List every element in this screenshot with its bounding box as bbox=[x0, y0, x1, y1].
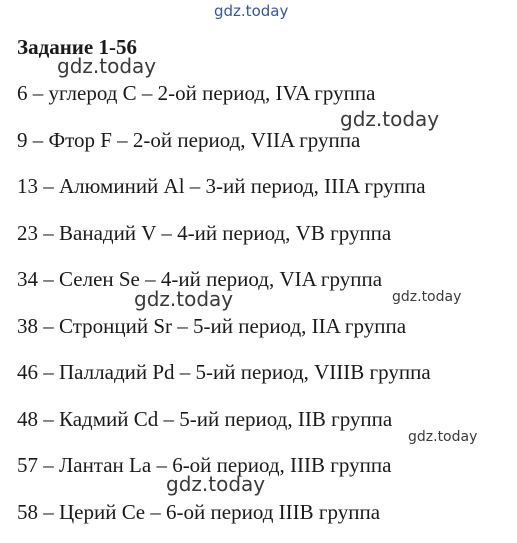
list-item: 23 – Ванадий V – 4-ий период, VB группа bbox=[17, 218, 431, 265]
watermark-top: gdz.today bbox=[214, 2, 288, 20]
list-item: 58 – Церий Ce – 6-ой период IIIB группа bbox=[17, 497, 431, 543]
watermark: gdz.today bbox=[392, 289, 461, 305]
list-item: 57 – Лантан La – 6-ой период, IIIB группа bbox=[17, 450, 431, 497]
list-item: 13 – Алюминий Al – 3-ий период, IIIA группа bbox=[17, 171, 431, 218]
list-item: 34 – Селен Se – 4-ий период, VIA группа bbox=[17, 264, 431, 311]
watermark: gdz.today bbox=[57, 54, 156, 78]
watermark: gdz.today bbox=[166, 472, 265, 496]
watermark: gdz.today bbox=[408, 429, 477, 445]
task-title: Задание 1-56 bbox=[17, 35, 137, 60]
watermark: gdz.today bbox=[340, 107, 439, 131]
list-item: 48 – Кадмий Cd – 5-ий период, IIB группа bbox=[17, 404, 431, 451]
watermark: gdz.today bbox=[134, 287, 233, 311]
element-list bbox=[17, 78, 431, 543]
list-item: 6 – углерод С – 2-ой период, IVA группа bbox=[17, 78, 431, 125]
list-item: 46 – Палладий Pd – 5-ий период, VIIIB группа bbox=[17, 357, 431, 404]
list-item: 38 – Стронций Sr – 5-ий период, IIA группа bbox=[17, 311, 431, 358]
list-item: 9 – Фтор F – 2-ой период, VIIA группа bbox=[17, 125, 431, 172]
